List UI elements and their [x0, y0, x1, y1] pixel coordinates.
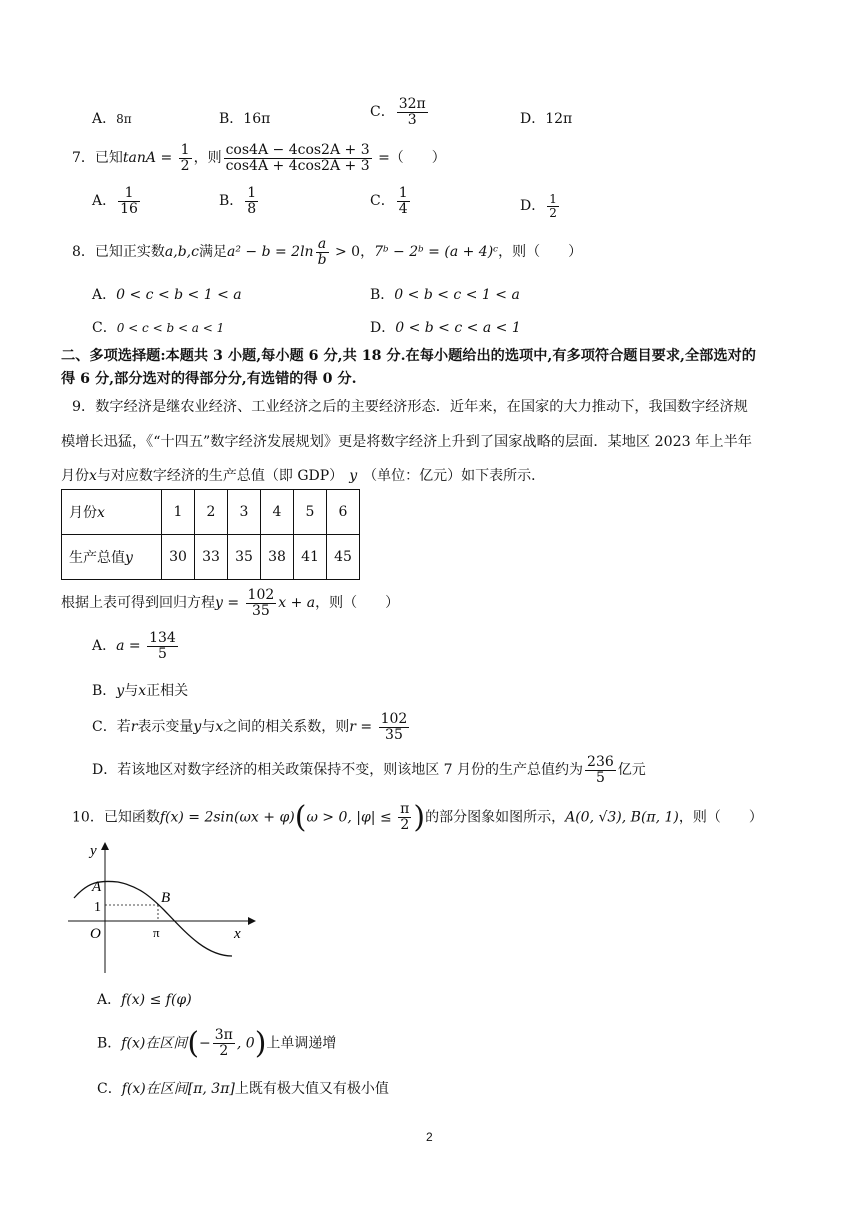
point-a-label: A — [92, 879, 102, 895]
section-heading-line1: 二、多项选择题:本题共 3 小题,每小题 6 分,共 18 分.在每小题给出的选项中,有多项符合题目要求,全部选对的 — [61, 348, 756, 364]
q8-option-a: A．0 < c < b < 1 < a — [92, 287, 242, 303]
q6-option-c: C． $\frac{32\pi}{3}$ — [370, 96, 426, 128]
table-cell: 4 — [261, 490, 294, 535]
table-cell: 3 — [228, 490, 261, 535]
sine-graph — [66, 838, 256, 978]
q9-option-a: A．a = $\frac{134}{5}$ — [92, 630, 176, 662]
q9-option-d: D．若该地区对数字经济的相关政策保持不变，则该地区 7 月份的生产总值约为 $\frac{236}{5}$ 亿元 — [92, 754, 646, 786]
table-cell: 41 — [294, 535, 327, 580]
q9-regression-line: 根据上表可得到回归方程y = $\frac{102}{35}$ x + a，则（ ） — [61, 587, 400, 619]
table-cell: 35 — [228, 535, 261, 580]
q6-option-b: B．16π — [219, 111, 271, 127]
q9-stem-line1: 9．数字经济是继农业经济、工业经济之后的主要经济形态．近年来，在国家的大力推动下，我国数字经济规 — [72, 399, 748, 415]
table-cell: 6 — [327, 490, 360, 535]
q10-option-b: B．f(x)在区间(− $\frac{3\pi}{2}$ , 0)上单调递增 — [97, 1026, 337, 1061]
section-heading-line2: 得 6 分,部分选对的得部分分,有选错的得 0 分. — [61, 371, 357, 387]
x-axis-label: x — [234, 926, 241, 942]
y-axis-arrow — [101, 842, 109, 850]
q7-option-b: B． $\frac{1}{8}$ — [219, 185, 257, 217]
q9-option-c: C．若r表示变量y与x之间的相关系数，则r = $\frac{102}{35}$ — [92, 711, 408, 743]
table-cell: 2 — [195, 490, 228, 535]
tick-one-label: 1 — [94, 900, 101, 915]
q6-option-d: D．12π — [520, 111, 573, 127]
q10-stem: 10．已知函数f(x) = 2sin(ωx + φ)(ω > 0, |φ| ≤ $\frac{\pi}{2}$ )的部分图象如图所示，A(0, √3), B(π, 1)，则（ ） — [72, 800, 763, 835]
table-cell: 33 — [195, 535, 228, 580]
q7-option-c: C． $\frac{1}{4}$ — [370, 185, 408, 217]
data-table — [61, 489, 360, 580]
q6-option-a: A．8π — [92, 111, 132, 127]
table-cell: 30 — [162, 535, 195, 580]
q8-stem: 8．已知正实数a,b,c满足a² − b = 2ln $\frac{a}{b}$ > 0，7ᵇ − 2ᵇ = (a + 4)ᶜ，则（ ） — [72, 236, 583, 268]
y-axis-label: y — [90, 843, 97, 859]
q10-option-a: A．f(x) ≤ f(φ) — [97, 992, 192, 1008]
q9-stem-line3: 月份x与对应数字经济的生产总值（即 GDP） y （单位：亿元）如下表所示． — [61, 468, 546, 484]
table-header-gdp: 生产总值y — [62, 535, 162, 580]
table-header-month: 月份x — [62, 490, 162, 535]
q7-option-a: A． $\frac{1}{16}$ — [92, 185, 138, 217]
page-number: 2 — [426, 1130, 433, 1144]
table-cell: 1 — [162, 490, 195, 535]
table-cell: 38 — [261, 535, 294, 580]
table-cell: 5 — [294, 490, 327, 535]
q9-option-b: B．y与x正相关 — [92, 683, 189, 699]
tick-pi-label: π — [153, 925, 160, 940]
q7-stem: 7．已知tanA = $\frac{1}{2}$ ，则 $\frac{\cos 4A - 4\cos 2A + 3}{\cos 4A + 4\cos 2A + 3}$ =（ ） — [72, 142, 446, 174]
table-row — [62, 535, 360, 580]
q9-stem-line2: 模增长迅猛，《“十四五”数字经济发展规划》更是将数字经济上升到了国家战略的层面．某地区 2023 年上半年 — [61, 434, 752, 450]
origin-label: O — [90, 926, 101, 942]
q8-option-c: C．0 < c < b < a < 1 — [92, 320, 225, 336]
q8-option-d: D．0 < b < c < a < 1 — [370, 320, 521, 336]
point-b-label: B — [161, 890, 171, 906]
table-cell: 45 — [327, 535, 360, 580]
q7-option-d: D． $\frac{1}{2}$ — [520, 192, 557, 220]
q10-option-c: C．f(x)在区间[π, 3π]上既有极大值又有极小值 — [97, 1081, 389, 1097]
x-axis-arrow — [248, 917, 256, 925]
table-row — [62, 490, 360, 535]
q8-option-b: B．0 < b < c < 1 < a — [370, 287, 520, 303]
